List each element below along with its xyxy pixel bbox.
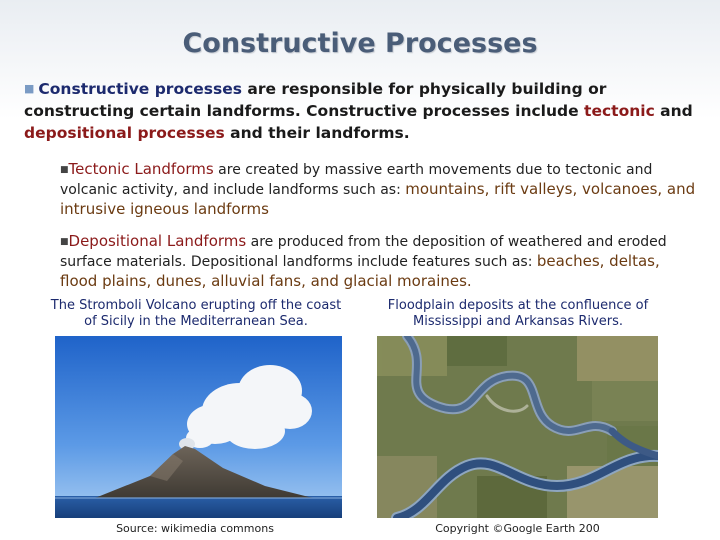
tectonic-item — [60, 160, 700, 220]
depositional-lead: Depositional Landforms — [68, 232, 247, 250]
tectonic-examples: mountains, rift valleys, volcanoes, and intrusive igneous landforms — [60, 180, 696, 218]
intro-depositional: depositional processes — [24, 124, 225, 142]
volcano-photo — [55, 336, 342, 518]
intro-and: and — [654, 102, 693, 120]
floodplain-source: Copyright ©Google Earth 200 — [435, 522, 600, 535]
square-bullet-icon: ■ — [24, 82, 35, 95]
tectonic-text: are created by massive earth movements due to tectonic and volcanic activity, and include landforms such as: — [60, 162, 653, 198]
floodplain-caption: Floodplain deposits at the confluence of Mississippi and Arkansas Rivers. — [387, 298, 649, 329]
depositional-examples: beaches, deltas, flood plains, dunes, alluvial fans, and glacial moraines. — [60, 252, 660, 290]
small-square-bullet-icon: ■ — [60, 237, 69, 247]
depositional-text: are produced from the deposition of weathered and eroded surface materials. Depositional landforms include features such as: — [60, 234, 667, 270]
tectonic-lead: Tectonic Landforms — [68, 160, 214, 178]
slide-title: Constructive Processes — [182, 28, 538, 59]
intro-lead: Constructive processes — [38, 80, 242, 98]
intro-paragraph — [24, 78, 704, 144]
volcano-caption: The Stromboli Volcano erupting off the coast of Sicily in the Mediterranean Sea. — [50, 298, 342, 329]
intro-text-1: are responsible for physically building or constructing certain landforms. Constructive processes include — [24, 80, 607, 120]
intro-text-2: and their landforms. — [224, 124, 410, 142]
depositional-item — [60, 232, 700, 292]
floodplain-photo — [377, 336, 658, 518]
small-square-bullet-icon: ■ — [60, 165, 69, 175]
volcano-source: Source: wikimedia commons — [116, 522, 274, 535]
intro-tectonic: tectonic — [584, 102, 655, 120]
